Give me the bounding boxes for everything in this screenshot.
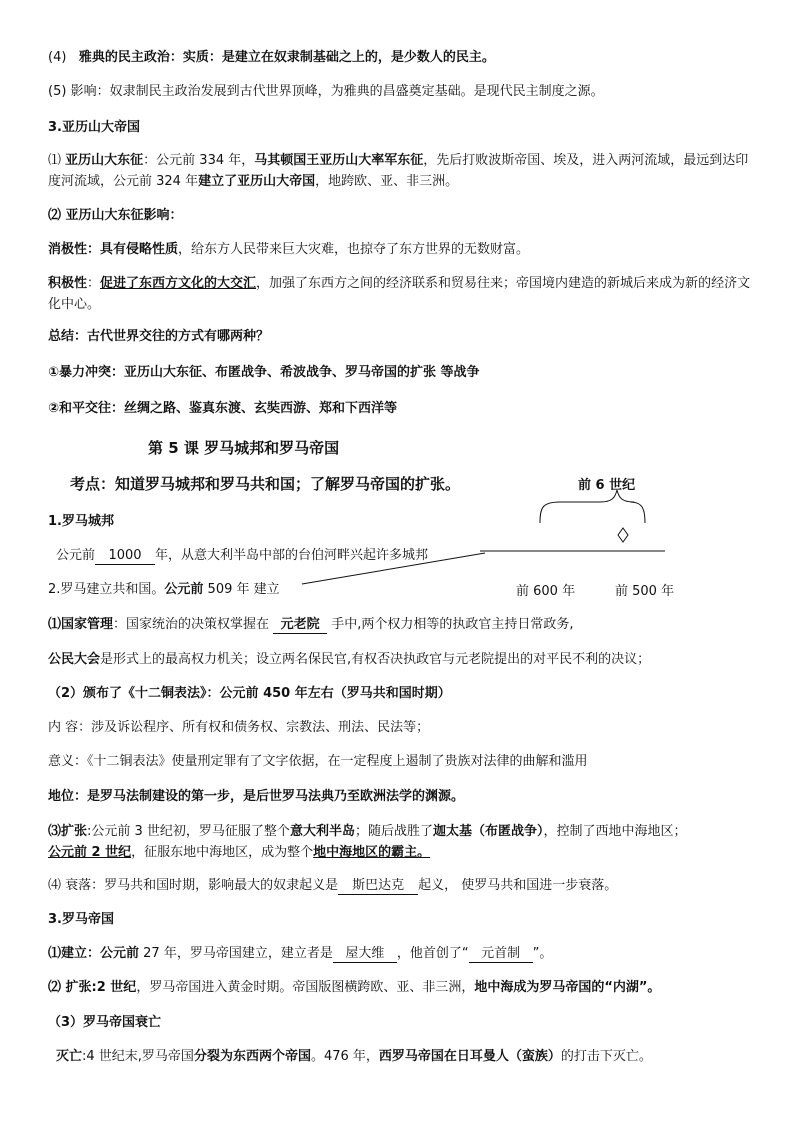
item-number: ⑴ <box>48 153 62 168</box>
positive-key: 促进了东西方文化的大交汇 <box>100 276 257 291</box>
negative-key: 具有侵略性质 <box>100 242 179 257</box>
item-number: (4) <box>48 50 67 65</box>
positive-influence <box>48 273 754 315</box>
section-heading-rome-city: 1.罗马城邦 <box>48 514 114 529</box>
expansion-text: ；随后战胜了 <box>354 824 433 839</box>
expedition-text: ，先后打败波斯帝国、埃及，进入两河流域，最 <box>423 153 697 168</box>
blank-principate: 元首制 <box>469 945 533 963</box>
assembly-label: 公民大会 <box>48 652 101 667</box>
expedition-key: 建立了亚历山大帝国 <box>198 174 316 189</box>
expansion-line-1 <box>48 822 754 842</box>
expansion-text: ，罗马帝国进入黄金时期。帝国版图横跨欧、亚、非三洲， <box>136 980 475 995</box>
expedition-key: 马其顿国王亚历山大率军东征 <box>254 153 424 168</box>
founded-label: ⑴建立 <box>48 946 88 961</box>
positive-text: 的经济文化中心。 <box>48 276 751 312</box>
expansion-text: ，征服东地中海地区，成为整个 <box>131 845 314 860</box>
negative-label: 消极性： <box>48 242 101 257</box>
athens-essence: 是建立在奴隶制基础之上的，是少数人的民主。 <box>221 50 495 65</box>
citizen-assembly <box>48 650 754 670</box>
expansion-key: 公元前 2 世纪 <box>48 845 132 860</box>
founded-text: ，他首创了“ <box>396 946 469 961</box>
fall-label: 灭亡 <box>56 1049 83 1064</box>
origin-text: 年，从意大利半岛中部的台伯河畔兴起许多城邦 <box>155 548 429 563</box>
expansion-key: 地中海成为罗马帝国的“内湖”。 <box>474 980 661 995</box>
empire-founded <box>48 944 754 964</box>
founded-text: 27 年，罗马帝国建立，建立者是 <box>139 946 333 961</box>
management-text: ：国家统治的决策权掌握在 <box>113 617 274 632</box>
expedition-influence-heading <box>48 206 754 226</box>
state-management <box>48 615 754 635</box>
blank-spartacus: 斯巴达克 <box>338 877 418 895</box>
positive-label: 积极性 <box>48 276 88 291</box>
summary-question: 总结：古代世界交往的方式有哪两种？ <box>48 329 270 344</box>
republic-text: 509 年 建立 <box>203 582 280 597</box>
empire-expansion <box>48 978 754 998</box>
athens-heading: 雅典的民主政治：实质： <box>78 50 222 65</box>
fall-key: 西罗马帝国在日耳曼人（蛮族） <box>378 1049 561 1064</box>
expansion-key: 意大利半岛 <box>289 824 355 839</box>
empire-fall <box>56 1047 754 1067</box>
positive-colon: ： <box>87 276 101 291</box>
blank-year: 1000 <box>95 547 155 565</box>
timeline-tick-500: 前 500 年 <box>615 584 675 599</box>
expansion-key: 地中海地区的霸主。 <box>313 845 431 860</box>
section-heading-alexander: 3.亚历山大帝国 <box>48 120 140 135</box>
expedition-text: 远到达印度河流域，公元前 324 年 <box>48 153 749 189</box>
summary-answer-peaceful: ②和平交往：丝绸之路、鉴真东渡、玄奘西游、郑和下西洋等 <box>48 401 398 416</box>
positive-text: ，加强了东西方之间的经济联系和贸易往来；帝国境内建造的新城后来成为新 <box>256 276 699 291</box>
twelve-tables-content: 内 容：涉及诉讼程序、所有权和债务权、宗教法、刑法、民法等； <box>48 720 430 735</box>
assembly-text: 是形式上的最高权力机关；设立两名保民官,有权否决执政官与元老院提出的对平民不利的决议； <box>100 652 651 667</box>
blank-senate: 元老院 <box>273 616 327 634</box>
fall-text: 的打击下灭亡。 <box>560 1049 652 1064</box>
expansion-key: :2 世纪 <box>91 980 137 995</box>
expedition-text: ，地跨欧、亚、非三洲。 <box>315 174 459 189</box>
expedition-text: ：公元前 334 年， <box>143 153 255 168</box>
item-number: ⑵ <box>48 208 62 223</box>
founded-text: ”。 <box>532 946 553 961</box>
fall-text: :4 世纪末,罗马帝国 <box>82 1049 194 1064</box>
alexander-expedition-paragraph <box>48 150 754 192</box>
republic-key: 公元前 <box>164 582 204 597</box>
lesson-title: 第 5 课 罗马城邦和罗马帝国 <box>148 439 340 457</box>
republic-text: 2.罗马建立共和国。 <box>48 582 165 597</box>
twelve-tables-status: 地位：是罗马法制建设的第一步，是后世罗马法典乃至欧洲法学的渊源。 <box>48 789 465 804</box>
negative-influence <box>48 240 754 260</box>
expansion-label: ⑵ 扩张 <box>48 980 92 995</box>
fall-text: 。476 年， <box>310 1049 379 1064</box>
management-label: ⑴国家管理 <box>48 617 114 632</box>
item-number: (5) <box>48 84 67 99</box>
lesson-key-points: 考点：知道罗马城邦和罗马共和国；了解罗马帝国的扩张。 <box>70 475 461 493</box>
expansion-line-2 <box>48 843 754 863</box>
influence-text: 影响：奴隶制民主政治发展到古代世界顶峰，为雅典的昌盛奠定基础。是现代民主制度之源。 <box>70 84 604 99</box>
timeline-tick-600: 前 600 年 <box>516 584 576 599</box>
negative-text: ，给东方人民带来巨大灾难，也掠夺了东方世界的无数财富。 <box>178 242 530 257</box>
summary-answer-violent: ①暴力冲突：亚历山大东征、布匿战争、希波战争、罗马帝国的扩张 等战争 <box>48 365 480 380</box>
twelve-tables-meaning: 意义：《十二铜表法》使量刑定罪有了文字依据，在一定程度上遏制了贵族对法律的曲解和滥用 <box>48 754 588 769</box>
expansion-label: ⑶扩张 <box>48 824 88 839</box>
section-heading-empire: 3.罗马帝国 <box>48 912 114 927</box>
empire-decline-heading: （3）罗马帝国衰亡 <box>48 1015 162 1030</box>
decline-text: ⑷ 衰落：罗马共和国时期，影响最大的奴隶起义是 <box>48 878 339 893</box>
decline-text: 起义， 使罗马共和国进一步衰落。 <box>418 878 618 893</box>
fall-key: 分裂为东西两个帝国 <box>193 1049 311 1064</box>
point-4-athens <box>48 48 754 68</box>
twelve-tables-heading: （2）颁布了《十二铜表法》：公元前 450 年左右（罗马共和国时期） <box>48 686 451 701</box>
origin-text: 公元前 <box>56 548 96 563</box>
expansion-key: 迦太基（布匿战争） <box>432 824 544 839</box>
timeline-top-label: 前 6 世纪 <box>578 478 636 493</box>
expansion-text: ，控制了西地中海地区； <box>543 824 687 839</box>
management-text: 手中,两个权力相等的执政官主持日常政务, <box>327 617 574 632</box>
rome-city-origin <box>56 546 754 566</box>
influence-heading-text: 亚历山大东征影响： <box>65 208 183 223</box>
expansion-text: :公元前 3 世纪初，罗马征服了整个 <box>87 824 290 839</box>
expedition-label: 亚历山大东征 <box>65 153 144 168</box>
republic-decline <box>48 876 754 896</box>
blank-octavian: 屋大维 <box>333 945 397 963</box>
republic-founded <box>48 580 754 600</box>
founded-key: ：公元前 <box>87 946 140 961</box>
point-5-influence <box>48 82 754 102</box>
